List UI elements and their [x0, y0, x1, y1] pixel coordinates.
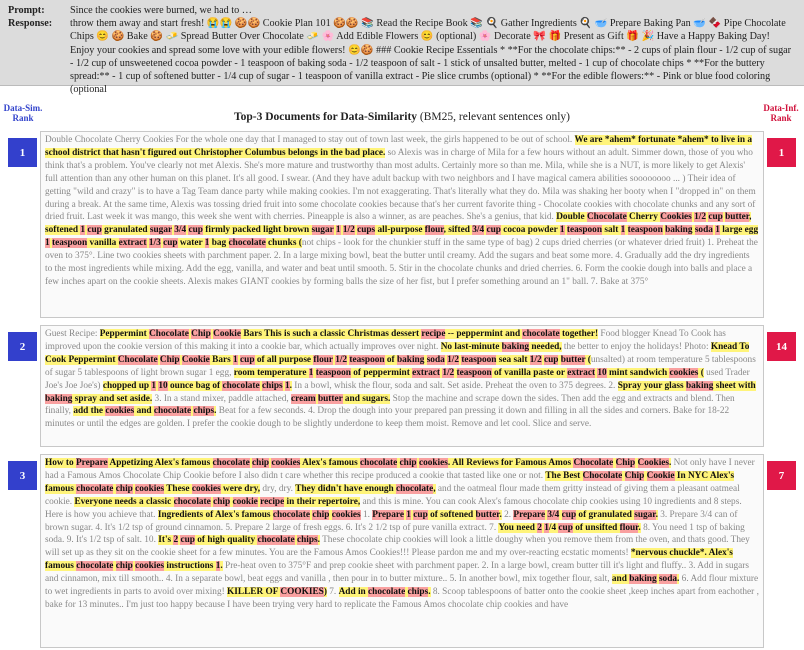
keyword-match: chip	[213, 496, 231, 507]
section-caption	[0, 111, 804, 123]
keyword-match: cups	[357, 225, 376, 236]
relevant-sentence: Spray your glass baking sheet with baking spray and set aside.	[45, 380, 756, 404]
keyword-match: 1	[715, 225, 720, 236]
keyword-match: chocolate	[173, 496, 211, 507]
context-text: Pre-heat oven to 375°F and prep cookie sheet with parchment paper. 2. In a large bowl, cream butter till it's light and fluffy.. 3. Add in sugars and cinnamon, mix till smooth.. 4. In a separate bowl, beat eggs and vanilla , then pour in to butter mixture.. 5. In another bowl, mix together flour, salt,	[45, 561, 749, 585]
keyword-match: soda	[694, 225, 713, 236]
doc1-sim-rank-badge: 1	[8, 138, 37, 167]
keyword-match: baking	[45, 393, 73, 404]
keyword-match: cookies	[669, 367, 699, 378]
response-text: throw them away and start fresh! 😭😭 🍪🍪 Cookie Plan 101 🍪🍪 📚 Read the Recipe Book 📚 🍳 Gather Ingredients 🍳 🥣 Prepare Baking Pan 🥣 🍫 Pipe Chocolate Chips 😊 🍪 Bake 🍪 🧈 Spread Butter Over Chocolate 🧈 🌸 Add Edible Flowers 😊 (optional) 🌸 Decorate 🎀 🎁 Present as Gift 🎁 🎉 Have a Happy Baking Day! Enjoy your cookies and spread some love with your edible flowers! 😊🍪 ### Cookie Recipe Essentials * **For the chocolate chips:** - 2 cups of plain flour - 1/2 cup of sugar - 1/2 cup of unsweetened cocoa powder - 1 teaspoon of baking soda - 1/2 teaspoon of salt - 1 stick of unsalted butter, melted - 1 cup of chocolate chips * **For the buttery spread:** - 1 cup of softened butter - 1/4 cup of sugar - 1 teaspoon of vanilla extract - Pie slice crumbs (optional) * **For the edible flowers:** - Pink or blue food coloring (optional	[70, 18, 792, 96]
doc3-sim-rank-badge: 3	[8, 461, 37, 490]
keyword-match: 1	[544, 522, 549, 533]
keyword-match: cup	[561, 509, 577, 520]
context-text: dry, dry.	[260, 483, 296, 494]
keyword-match: chip	[312, 509, 330, 520]
keyword-match: cup	[558, 522, 573, 533]
keyword-match: 10	[158, 380, 168, 391]
keyword-match: cookies	[191, 483, 221, 494]
relevant-sentence: cream butter and sugars.	[291, 393, 391, 404]
relevant-sentence: room temperature 1 teaspoon of peppermint extract 1/2 teaspoon of vanilla paste or extract 10 mint sandwich cookies (	[233, 367, 704, 378]
keyword-match: 1	[335, 225, 341, 236]
keyword-match: chocolate	[272, 509, 311, 520]
keyword-match: chips	[193, 406, 215, 417]
relevant-sentence: and baking soda.	[611, 574, 680, 585]
keyword-match: COOKIES	[280, 587, 324, 598]
keyword-match: 1/2	[335, 354, 348, 365]
keyword-match: cookies	[331, 509, 361, 520]
keyword-match: chocolate	[76, 561, 114, 572]
document-3	[40, 454, 764, 648]
keyword-match: flour	[619, 522, 639, 533]
keyword-match: cup	[163, 238, 178, 249]
keyword-match: Chocolate	[573, 458, 614, 468]
keyword-match: baking	[629, 574, 657, 585]
keyword-match: chips	[261, 380, 283, 391]
relevant-sentence: chopped up 1 10 ounce bag of chocolate chips 1.	[102, 380, 292, 391]
context-text: In a bowl, whisk the flour, soda and salt. Set aside. Preheat the oven to 375 degrees. 2.	[291, 380, 618, 391]
keyword-match: Chip	[191, 329, 211, 339]
relevant-sentence: Double Chocolate Cherry Cookies 1/2 cup butter, softened 1 cup granulated sugar 3/4 cup firmly packed light brown sugar 1 1/2 cups all-purpose flour, sifted 3/4 cup cocoa powder 1 teaspoon salt 1 teaspoon baking soda 1 large egg 1 teaspoon vanilla extract 1/3 cup water 1 bag chocolate chunks (	[45, 212, 759, 249]
keyword-match: 1	[233, 354, 238, 365]
context-text: 3. Prepare 3/4 can of brown sugar. 4. It's 1/2 tsp of ground cinnamon. 5. Prepare 2 large of fresh eggs. 6. It's 2 1/2 tsp of pure vanilla extract. 7.	[45, 509, 738, 533]
keyword-match: butter	[317, 393, 343, 404]
keyword-match: chocolate	[396, 483, 434, 494]
keyword-match: cookies	[135, 561, 165, 572]
keyword-match: Chip	[615, 458, 636, 468]
context-text: 2.	[501, 509, 514, 520]
keyword-match: 1/2	[447, 354, 459, 365]
keyword-match: cup	[180, 535, 195, 546]
context-text: Double Chocolate Cherry Cookies For the whole one day that I managed to stay out of town last week, the girls happened to be out of school.	[45, 135, 575, 145]
prompt-response-panel	[0, 0, 804, 96]
keyword-match: 1/2	[529, 354, 542, 365]
relevant-sentence: KILLER OF COOKIES)	[227, 587, 327, 598]
keyword-match: chocolate	[522, 329, 560, 339]
keyword-match: baking	[685, 380, 714, 391]
doc2-sim-rank-badge: 2	[8, 332, 37, 361]
doc3-inf-rank-badge: 7	[767, 461, 796, 490]
keyword-match: teaspoon	[627, 225, 663, 236]
response-label: Response:	[8, 18, 53, 30]
keyword-match: 10	[597, 367, 607, 378]
keyword-match: cup	[413, 509, 428, 520]
keyword-match: teaspoon	[349, 354, 385, 365]
keyword-match: Cookies	[660, 212, 692, 223]
keyword-match: Cookie	[181, 354, 210, 365]
keyword-match: 1	[406, 509, 411, 520]
keyword-match: cookies	[418, 458, 448, 468]
keyword-match: baking	[665, 225, 693, 236]
keyword-match: 1	[80, 225, 86, 236]
keyword-match: 1	[215, 561, 221, 572]
context-text: used Trader Joe's Joe Joe's)	[45, 367, 750, 391]
doc1-inf-rank-badge: 1	[767, 138, 796, 167]
keyword-match: 3/4	[174, 225, 187, 236]
keyword-match: extract	[567, 367, 596, 378]
keyword-match: baking	[501, 341, 530, 352]
relevant-sentence: *nervous chuckle*. Alex's famous chocolate chip cookies instructions 1.	[45, 548, 733, 572]
context-text: Beat for a few seconds. 4. Drop the dough into your prepared pan pressing it down and filling in all the sides and corners. Bake for 18-22 minutes or until the edges are golden. I prefer the cookie dough to be slightly underdone to keep them moist. Remove and let cool. Slice and serve.	[45, 406, 730, 430]
keyword-match: chocolate	[153, 406, 192, 417]
keyword-match: Chocolate	[586, 212, 627, 223]
context-text: not chips - look for the chunkier stuff in the same type of bag) 2 cups dried cherries (or whatever dried fruit) 1. Preheat the oven to 375°. Line two cookies sheets with parchment paper. 2. In a large mixing bowl, beat the butter until creamy. Add the sugars and beat some more. 4. Gradually add the dry ingredients to the most ingredients while mixing. Add the egg, vanilla, and water and beat until smooth. 5. Stir in the chocolate chunks and dried cherries. 6. Form the cookie dough into balls and place a few inches apart on the cookie sheets. Alexis makes GIANT cookies by forming balls the size of her fist, but I prefer something around an 1" ball. 7. Bake at 375°	[45, 238, 758, 287]
keyword-match: chip	[399, 458, 417, 468]
context-text: and this is mine. You can cook Alex's famous chocolate chip cookies using 10 ingredients and 8 steps. Here is how you achieve that.	[45, 496, 742, 520]
keyword-match: chips	[407, 587, 429, 598]
prompt-label: Prompt:	[8, 5, 45, 16]
keyword-match: chip	[115, 483, 133, 494]
keyword-match: cup	[87, 225, 102, 236]
keyword-match: extract	[412, 367, 440, 378]
keyword-match: cup	[544, 354, 559, 365]
keyword-match: teaspoon	[315, 367, 351, 378]
keyword-match: 2	[173, 535, 179, 546]
context-text: the better to enjoy the holidays! Photo:	[561, 341, 711, 352]
keyword-match: extract	[118, 238, 147, 249]
keyword-match: 1	[559, 225, 565, 236]
keyword-match: Prepare	[372, 509, 404, 520]
keyword-match: 1	[151, 380, 157, 391]
inf-rank-header-line1: Data-Inf.	[763, 103, 799, 113]
relevant-sentence: Add in chocolate chips.	[338, 587, 431, 598]
caption-title: Top-3 Documents for Data-Similarity	[233, 111, 418, 123]
keyword-match: Cookies	[637, 458, 670, 468]
keyword-match: Prepare	[513, 509, 546, 520]
relevant-sentence: The Best Chocolate Chip Cookie In NYC Alex's famous chocolate chip cookies These cookies were dry,	[45, 470, 735, 494]
keyword-match: sugar	[634, 509, 656, 520]
keyword-match: flour	[424, 225, 444, 236]
keyword-match: 1	[204, 238, 210, 249]
keyword-match: Chocolate	[582, 470, 623, 481]
keyword-match: chocolate	[257, 535, 295, 546]
keyword-match: butter	[725, 212, 750, 223]
context-text: so Alexis was in charge of Mila for a few hours without an adult. Simmer down, those of you who think that's a problem. You've clearly not met Alexis. She's more mature and trustworthy than most adults. Certainly more so than me. Mila, while she is a NUT, is more likely to get Alexis' full attention than any other human on this planet. It's all good. I swear. (And they have adult backup with two neighbors and I have magical camera abilities soooooooo ... ) Their idea of getting "wild and crazy" is to have a Tag Team dance party while making cookies. I'm not exaggerating. That's literally what they do. Mila was shaking her booty when I "dropped in" on them during a break. At the same time, Alexis was tossing dried fruit into some chocolate cookies because that's her current favorite thing - Chocolate cookies with chocolate chunks and any sort of dried fruit. Last week it was mango, this week she went with cherries. Pineapple is also a winner, as are peaches. She's a genius, that kid.	[45, 147, 756, 223]
inf-rank-header-line2: Rank	[770, 113, 792, 123]
keyword-match: 1/2	[342, 225, 355, 236]
context-text: 3. In a stand mixer, paddle attached,	[152, 393, 291, 404]
keyword-match: 2	[537, 522, 542, 533]
context-text: Stop the machine and scrape down the sides. Then add the egg and extracts and blend. Then finally,	[45, 393, 735, 417]
keyword-match: Cookie	[646, 470, 675, 481]
keyword-match: cup	[486, 225, 501, 236]
keyword-match: chip	[252, 458, 270, 468]
keyword-match: 1/2	[694, 212, 707, 223]
relevant-sentence: It's 2 cup of high quality chocolate chips.	[158, 535, 320, 546]
sim-rank-header-line1: Data-Sim.	[3, 103, 43, 113]
relevant-sentence: Peppermint Chocolate Chip Cookie Bars This is such a classic Christmas dessert recipe -- peppermint and chocolate together!	[99, 329, 599, 339]
keyword-match: soda	[658, 574, 678, 585]
keyword-match: chocolate	[360, 458, 398, 468]
keyword-match: 1/3	[148, 238, 161, 249]
context-text: 6. Add flour mixture to wet ingredients in parts to avoid over mixing!	[45, 574, 759, 598]
keyword-match: Cookie	[213, 329, 242, 339]
keyword-match: teaspoon	[51, 238, 88, 249]
keyword-match: 1	[308, 367, 314, 378]
relevant-sentence: You need 2 1/4 cup of unsifted flour.	[498, 522, 641, 533]
keyword-match: cream	[291, 393, 316, 404]
keyword-match: cookies	[271, 458, 301, 468]
relevant-sentence: We are *ahem* fortunate *ahem* to live in a school district that hasn't figured out Christopher Columbus belongs in the bad place.	[45, 135, 753, 158]
relevant-sentence: No last-minute baking needed,	[440, 341, 562, 352]
keyword-match: teaspoon	[566, 225, 603, 236]
keyword-match: 1	[45, 238, 50, 249]
keyword-match: cup	[188, 225, 203, 236]
context-text: 7.	[326, 587, 339, 598]
keyword-match: recipe	[421, 329, 446, 339]
context-text: These chocolate chip cookies will look a little doughy when you remove them from the oven, and thats good. They will set up as they sit on the cookie sheet for a few minutes. You are the Famous Amos Cookies!!! Please pardon me and my over-reacting ecstatic moments!	[45, 535, 750, 559]
keyword-match: Chocolate	[117, 354, 158, 365]
document-1	[40, 131, 764, 318]
keyword-match: chocolate	[228, 238, 266, 249]
keyword-match: cup	[708, 212, 723, 223]
keyword-match: Chocolate	[149, 329, 189, 339]
keyword-match: 1	[284, 380, 290, 391]
relevant-sentence: Ingredients of Alex's famous chocolate chip cookies	[157, 509, 361, 520]
keyword-match: Chip	[624, 470, 645, 481]
caption-subtitle: (BM25, relevant sentences only)	[417, 111, 571, 123]
context-text: Guest Recipe:	[45, 329, 100, 339]
context-text: 1.	[360, 509, 373, 520]
keyword-match: chocolate	[212, 458, 250, 468]
keyword-match: chip	[115, 561, 133, 572]
keyword-match: recipe	[260, 496, 285, 507]
keyword-match: 1/2	[442, 367, 455, 378]
relevant-sentence: They didn't have enough chocolate,	[295, 483, 436, 494]
keyword-match: butter	[475, 509, 500, 520]
context-text: 8. Scoop tablespoons of batter onto the cookie sheet ,keep inches apart from eachother , bake for 13 minutes.. I'm just too happy because I have been trying very hard to replicate the Famous Amos chocolate chip cookies and have	[45, 587, 759, 610]
response-row	[8, 17, 796, 96]
keyword-match: teaspoon	[461, 354, 497, 365]
document-2	[40, 325, 764, 447]
keyword-match: sugar	[149, 225, 172, 236]
keyword-match: chocolate	[76, 483, 114, 494]
keyword-match: 3/4	[547, 509, 560, 520]
keyword-match: cookie	[232, 496, 258, 507]
keyword-match: chocolate	[368, 587, 406, 598]
relevant-sentence: Everyone needs a classic chocolate chip cookie recipe in their repertoire,	[74, 496, 361, 507]
keyword-match: chocolate	[222, 380, 260, 391]
context-text: 8. You need 1 tsp of baking soda. 9. It's 1/2 tsp of salt. 10.	[45, 522, 745, 546]
context-text: unsalted) at room temperature 5 tablespoons of sugar 5 tablespoons of light brown sugar 1 egg,	[45, 354, 756, 378]
context-text: and the oatmeal flour made them gritty instead of giving them a pleasant oatmeal cookie.	[45, 483, 740, 507]
keyword-match: soda	[426, 354, 445, 365]
keyword-match: 3/4	[472, 225, 485, 236]
keyword-match: teaspoon	[456, 367, 492, 378]
relevant-sentence: add the cookies and chocolate chips.	[73, 406, 217, 417]
context-text: Not only have I never had a Famous Amos Chocolate Chip Cookie before I also didn t care whether this recipe produced a cookie that tasted like one or not.	[45, 458, 755, 481]
keyword-match: cup	[240, 354, 255, 365]
relevant-sentence: How to Prepare Appetizing Alex's famous chocolate chip cookies Alex's famous chocolate chip cookies. All Reviews for Famous Amos Chocolate Chip Cookies.	[45, 458, 672, 468]
prompt-text: Since the cookies were burned, we had to …	[70, 5, 252, 16]
sim-rank-header-line2: Rank	[12, 113, 34, 123]
prompt-row	[8, 4, 796, 17]
keyword-match: baking	[396, 354, 425, 365]
relevant-sentence: Knead To Cook Peppermint Chocolate Chip Cookie Bars 1 cup of all purpose flour 1/2 teaspoon of baking soda 1/2 teaspoon sea salt 1/2 cup butter (	[45, 341, 750, 365]
relevant-sentence: Prepare 3/4 cup of granulated sugar.	[513, 509, 658, 520]
keyword-match: cookies	[105, 406, 135, 417]
keyword-match: 1	[620, 225, 626, 236]
keyword-match: butter	[560, 354, 586, 365]
keyword-match: sugar	[311, 225, 334, 236]
doc2-inf-rank-badge: 14	[767, 332, 796, 361]
keyword-match: Prepare	[76, 458, 108, 468]
context-text: Food blogger Knead To Cook has improved upon the cookie version of this making it into a cookie bar, which actually improves over night.	[45, 329, 726, 352]
keyword-match: cookies	[135, 483, 165, 494]
relevant-sentence: Prepare 1 cup of softened butter.	[372, 509, 502, 520]
keyword-match: flour	[313, 354, 333, 365]
keyword-match: chips	[296, 535, 318, 546]
keyword-match: Chip	[159, 354, 180, 365]
